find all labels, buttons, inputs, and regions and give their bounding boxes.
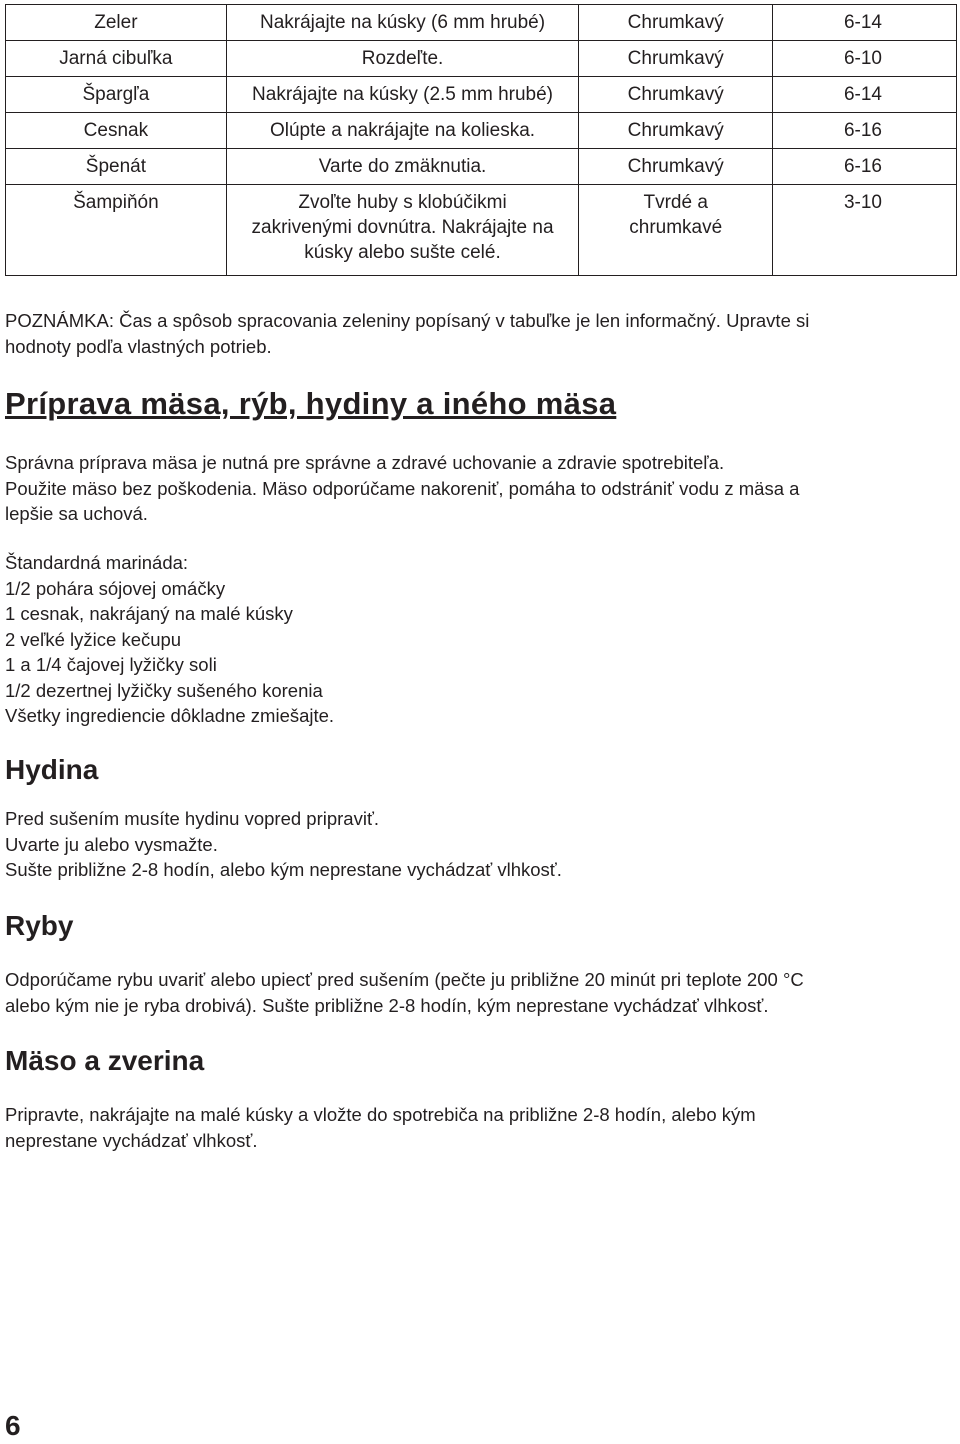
result-line: chrumkavé [629, 217, 723, 238]
meat-line: neprestane vychádzať vlhkosť. [5, 1129, 258, 1151]
result-cell: Chrumkavý [579, 77, 773, 113]
meat-line: Pripravte, nakrájajte na malé kúsky a vložte do spotrebiča na približne 2-8 hodín, alebo kým [5, 1104, 756, 1125]
result-line: Tvrdé a [643, 192, 708, 213]
table-row [6, 5, 957, 41]
table-row [6, 77, 957, 113]
note-line: hodnoty podľa vlastných potrieb. [5, 335, 272, 357]
poultry-line: Uvarte ju alebo vysmažte. [5, 833, 218, 855]
table-row [6, 41, 957, 77]
marinade-line: Všetky ingrediencie dôkladne zmiešajte. [5, 705, 335, 726]
preparation-line: kúsky alebo sušte celé. [304, 242, 501, 263]
hours-cell: 6-14 [773, 77, 957, 113]
table-row [6, 149, 957, 185]
vegetable-cell: Špargľa [6, 77, 227, 113]
preparation-cell: Varte do zmäknutia. [226, 149, 579, 185]
intro-line: Použite mäso bez poškodenia. Mäso odporúčame nakoreniť, pomáha to odstrániť vodu z mäsa a [5, 477, 800, 499]
preparation-line: Zvoľte huby s klobúčikmi [298, 192, 507, 213]
result-cell: Chrumkavý [579, 41, 773, 77]
hours-cell: 3-10 [773, 185, 957, 276]
section-heading-meat-game: Mäso a zverina [5, 1045, 205, 1076]
fish-line: Odporúčame rybu uvariť alebo upiecť pred sušením (pečte ju približne 20 minút pri teplote 200 °C [5, 969, 804, 990]
intro-paragraph [5, 450, 945, 527]
vegetable-table [5, 4, 957, 276]
section-heading-meat-preparation: Príprava mäsa, rýb, hydiny a iného mäsa [5, 386, 617, 421]
table-note [5, 308, 945, 359]
marinade-recipe [5, 550, 945, 729]
page-number: 6 [5, 1410, 21, 1441]
hours-cell: 6-16 [773, 149, 957, 185]
marinade-line: 2 veľké lyžice kečupu [5, 628, 182, 650]
marinade-line: 1/2 pohára sójovej omáčky [5, 577, 226, 599]
vegetable-cell: Jarná cibuľka [6, 41, 227, 77]
result-cell: Chrumkavý [579, 5, 773, 41]
hours-cell: 6-16 [773, 113, 957, 149]
intro-line: lepšie sa uchová. [5, 503, 148, 524]
preparation-line: zakrivenými dovnútra. Nakrájajte na [251, 217, 554, 238]
result-cell: Chrumkavý [579, 113, 773, 149]
table-row [6, 185, 957, 276]
vegetable-cell: Cesnak [6, 113, 227, 149]
preparation-cell [226, 185, 579, 276]
marinade-line: 1 a 1/4 čajovej lyžičky soli [5, 654, 217, 675]
section-heading-fish: Ryby [5, 910, 74, 941]
table-row [6, 113, 957, 149]
marinade-line: 1/2 dezertnej lyžičky sušeného korenia [5, 679, 323, 701]
preparation-cell: Rozdeľte. [226, 41, 579, 77]
hours-cell: 6-10 [773, 41, 957, 77]
vegetable-cell: Šampiňón [6, 185, 227, 276]
poultry-paragraph [5, 806, 945, 883]
fish-line: alebo kým nie je ryba drobivá). Sušte približne 2-8 hodín, kým neprestane vychádzať vlhkosť. [5, 994, 769, 1016]
poultry-line: Pred sušením musíte hydinu vopred pripraviť. [5, 808, 380, 829]
result-cell: Chrumkavý [579, 149, 773, 185]
marinade-line: Štandardná marináda: [5, 552, 189, 573]
intro-line: Správna príprava mäsa je nutná pre správne a zdravé uchovanie a zdravie spotrebiteľa. [5, 452, 725, 473]
meat-paragraph [5, 1102, 945, 1153]
note-line: POZNÁMKA: Čas a spôsob spracovania zeleniny popísaný v tabuľke je len informačný. Upravte si [5, 310, 810, 331]
preparation-cell: Nakrájajte na kúsky (2.5 mm hrubé) [226, 77, 579, 113]
poultry-line: Sušte približne 2-8 hodín, alebo kým neprestane vychádzať vlhkosť. [5, 859, 562, 880]
preparation-cell: Olúpte a nakrájajte na kolieska. [226, 113, 579, 149]
result-cell [579, 185, 773, 276]
vegetable-cell: Špenát [6, 149, 227, 185]
marinade-line: 1 cesnak, nakrájaný na malé kúsky [5, 603, 293, 624]
preparation-cell: Nakrájajte na kúsky (6 mm hrubé) [226, 5, 579, 41]
vegetable-cell: Zeler [6, 5, 227, 41]
fish-paragraph [5, 967, 945, 1018]
hours-cell: 6-14 [773, 5, 957, 41]
section-heading-poultry: Hydina [5, 754, 99, 785]
